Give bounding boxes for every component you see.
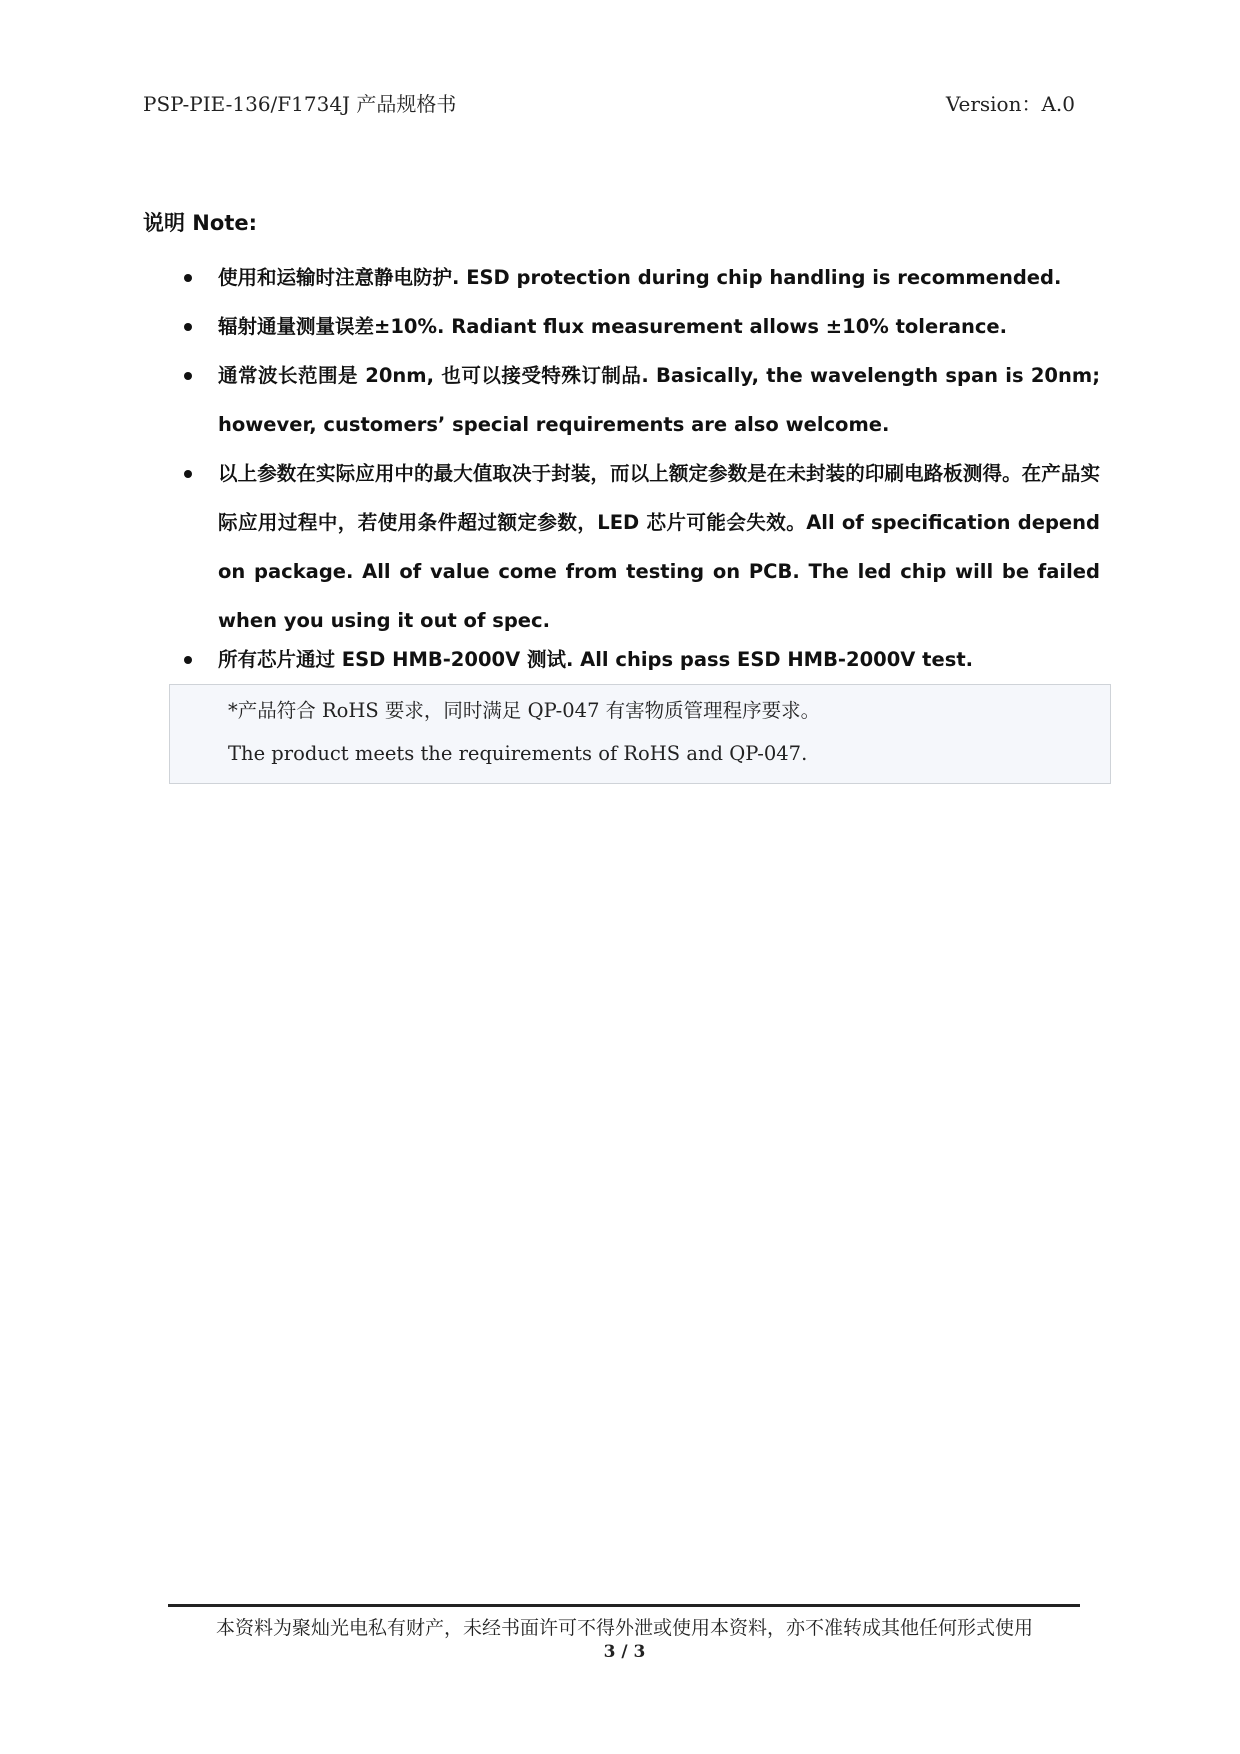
note-text: 通常波长范围是 20nm, 也可以接受特殊订制品. Basically, the wavelength span is 20nm; however, customers’ special requirements are also welcome. bbox=[218, 364, 1100, 436]
rohs-statement-cn: *产品符合 RoHS 要求，同时满足 QP-047 有害物质管理程序要求。 bbox=[228, 699, 821, 722]
document-title: PSP-PIE-136/F1734J 产品规格书 bbox=[143, 92, 457, 116]
confidentiality-notice: 本资料为聚灿光电私有财产，未经书面许可不得外泄或使用本资料，亦不准转成其他任何形式使用 bbox=[215, 1617, 1033, 1639]
note-item-esd bbox=[180, 253, 1100, 302]
notes-list bbox=[180, 253, 1100, 684]
note-item-package bbox=[180, 449, 1100, 645]
note-item-esd-test bbox=[180, 635, 1100, 684]
bullet-icon bbox=[184, 274, 192, 282]
note-text: 以上参数在实际应用中的最大值取决于封装，而以上额定参数是在未封装的印刷电路板测得。在产品实际应用过程中，若使用条件超过额定参数，LED 芯片可能会失效。All of specification depend on package. All of value come from testing on PCB. The led chip will be failed when you using it out of spec. bbox=[218, 462, 1100, 632]
note-text: 使用和运输时注意静电防护. ESD protection during chip handling is recommended. bbox=[218, 266, 1062, 289]
bullet-icon bbox=[184, 323, 192, 331]
note-heading: 说明 Note: bbox=[143, 211, 257, 235]
page-header bbox=[143, 88, 1075, 120]
note-item-radiant-flux bbox=[180, 302, 1100, 351]
note-item-wavelength bbox=[180, 351, 1100, 449]
bullet-icon bbox=[184, 372, 192, 380]
rohs-statement-en: The product meets the requirements of RoHS and QP-047. bbox=[228, 742, 808, 765]
note-text: 辐射通量测量误差±10%. Radiant flux measurement allows ±10% tolerance. bbox=[218, 315, 1008, 338]
rohs-compliance-box bbox=[169, 684, 1111, 784]
note-text: 所有芯片通过 ESD HMB-2000V 测试. All chips pass ESD HMB-2000V test. bbox=[218, 648, 974, 671]
bullet-icon bbox=[184, 470, 192, 478]
page-number: 3 / 3 bbox=[603, 1642, 646, 1662]
footer-divider bbox=[168, 1604, 1080, 1607]
version-label: Version：A.0 bbox=[945, 92, 1075, 116]
bullet-icon bbox=[184, 656, 192, 664]
